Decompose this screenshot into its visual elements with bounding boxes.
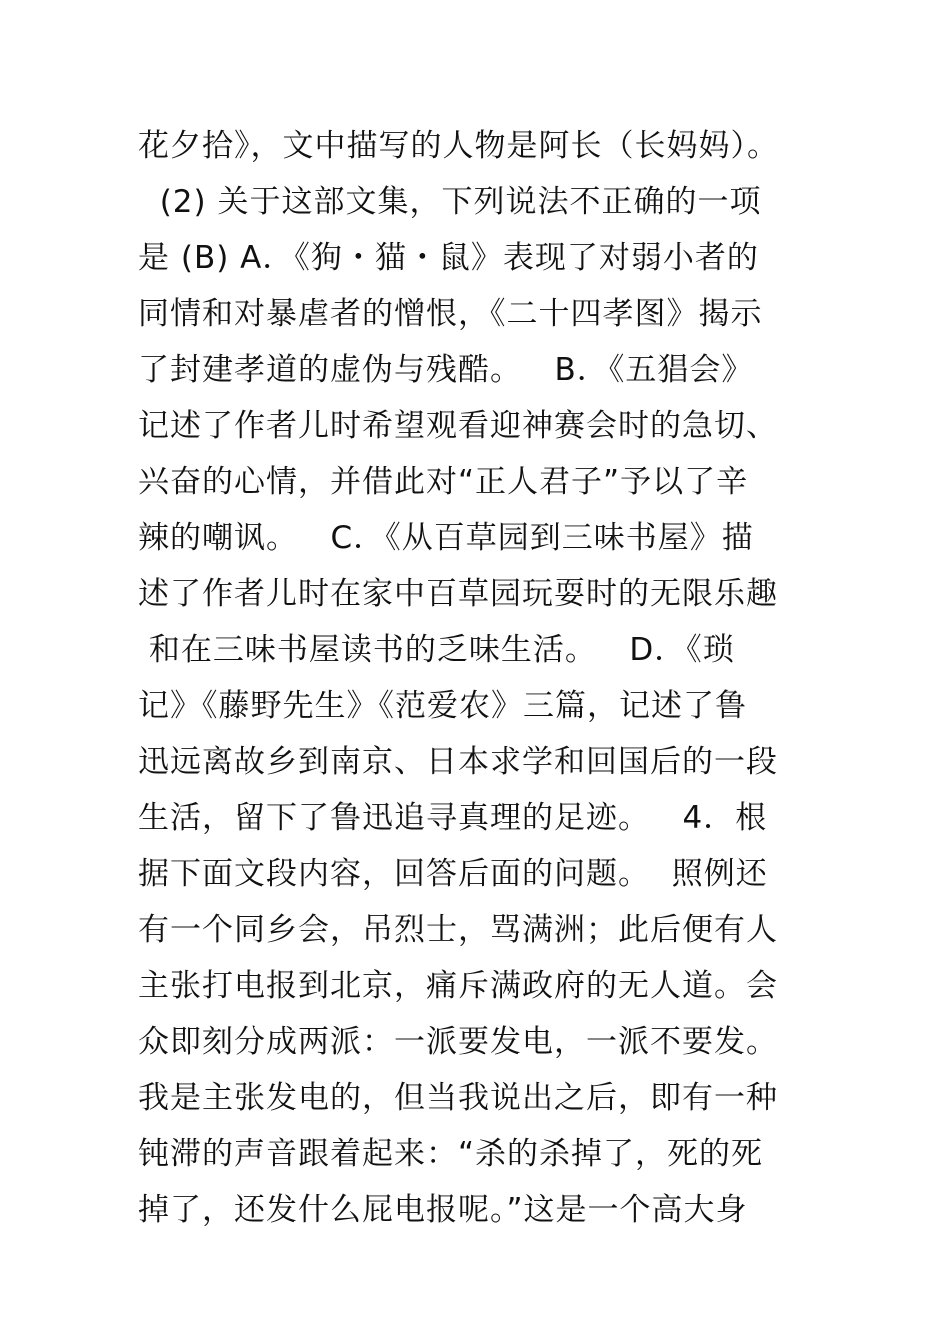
text-line: 辣的嘲讽。 C．《从百草园到三味书屋》描	[138, 520, 754, 556]
text-line: 花夕拾》，文中描写的人物是阿长（长妈妈）。	[138, 128, 779, 164]
text-line: 有一个同乡会，吊烈士，骂满洲；此后便有人	[138, 912, 778, 948]
text-line: 是 (B) A．《狗・猫・鼠》表现了对弱小者的	[138, 240, 759, 276]
text-line: 生活，留下了鲁迅追寻真理的足迹。 4．根	[138, 800, 768, 836]
text-line: (2) 关于这部文集，下列说法不正确的一项	[138, 184, 762, 220]
text-line: 迅远离故乡到南京、日本求学和回国后的一段	[138, 744, 778, 780]
text-line: 我是主张发电的，但当我说出之后，即有一种	[138, 1080, 778, 1116]
text-line: 同情和对暴虐者的憎恨，《二十四孝图》揭示	[138, 296, 763, 332]
text-line: 和在三味书屋读书的乏味生活。 D．《琐	[138, 632, 735, 668]
text-line: 记述了作者儿时希望观看迎神赛会时的急切、	[138, 408, 778, 444]
text-line: 了封建孝道的虚伪与残酷。 B．《五猖会》	[138, 352, 754, 388]
text-line: 掉了，还发什么屁电报呢。”这是一个高大身	[138, 1192, 748, 1228]
text-line: 述了作者儿时在家中百草园玩耍时的无限乐趣	[138, 576, 778, 612]
text-line: 主张打电报到北京，痛斥满政府的无人道。会	[138, 968, 778, 1004]
text-line: 记》《藤野先生》《范爱农》三篇，记述了鲁	[138, 688, 747, 724]
text-line: 据下面文段内容，回答后面的问题。 照例还	[138, 856, 768, 892]
text-line: 兴奋的心情，并借此对“正人君子”予以了辛	[138, 464, 749, 500]
text-line: 钝滞的声音跟着起来：“杀的杀掉了，死的死	[138, 1136, 764, 1172]
text-line: 众即刻分成两派：一派要发电，一派不要发。	[138, 1024, 778, 1060]
